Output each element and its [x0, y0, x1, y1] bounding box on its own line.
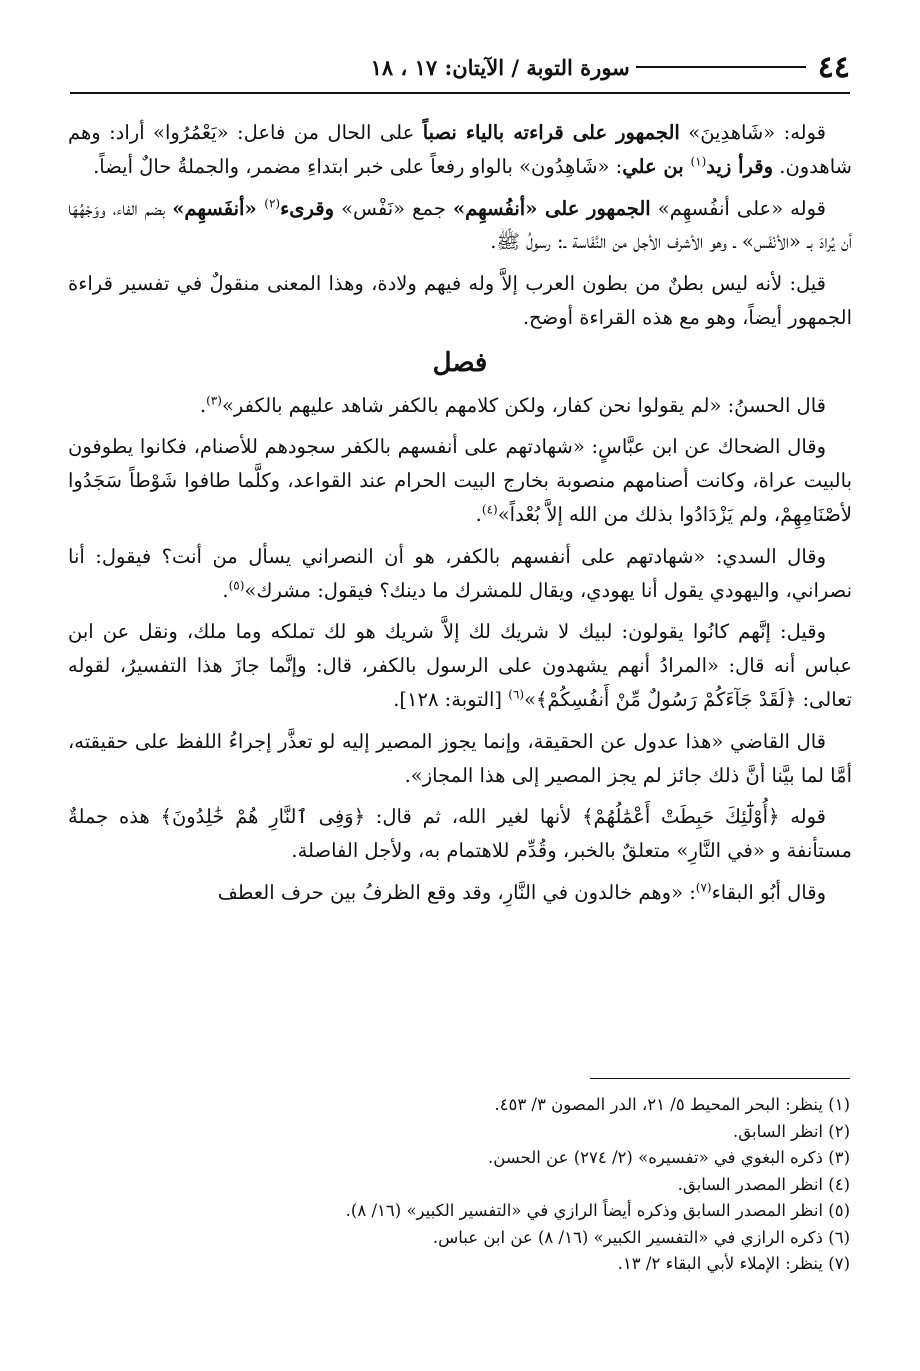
footnote: (٧) ينظر: الإملاء لأبي البقاء ٢/ ١٣. — [617, 1254, 850, 1273]
paragraph — [68, 267, 852, 335]
paragraph — [68, 876, 852, 910]
footnote-ref: (١) — [690, 154, 707, 169]
intro-paragraphs — [68, 116, 852, 335]
text-run: وقال أبُو البقاء — [711, 880, 826, 904]
footnote-ref: (٤) — [481, 502, 498, 517]
text-run: : «شَاهِدُون» بالواو رفعاً على خبر ابتداءِ مضمر، والجملةُ حالٌ أيضاً. — [93, 154, 623, 178]
text-run: بضم الفاء، ووَجْهُهَا أن يُرادَ بـ «الأنْفَس» ـ وهو الأشرف الأجل من النَّفَاسة ـ: رسولُ ﷺ. — [68, 196, 852, 254]
header-dash — [636, 66, 806, 68]
section-paragraphs — [68, 389, 852, 910]
footnote-ref: (٦) — [508, 687, 525, 702]
text-run: وقال الضحاك عن ابن عبَّاسٍ: «شهادتهم على أنفسهم بالكفر سجودهم للأصنام، فكانوا يطوفون بالبيت عراة، وكانت أصنامهم منصوبة بخارج البيت الحرام عند القواعد، وكلَّما طافوا شَوْطاً سَجَدُوا لأصْنَامِهِمْ، ولم يَزْدَادُوا بذلك من الله إلاَّ بُعْداً» — [68, 435, 852, 526]
text-run: قال الحسنُ: «لم يقولوا نحن كفار، ولكن كلامهم بالكفر شاهد عليهم بالكفر» — [221, 393, 826, 417]
footnote-ref: (٢) — [264, 196, 281, 211]
footnote-ref: (٥) — [228, 578, 245, 593]
text-run: وقيل: إنَّهم كانُوا يقولون: لبيك لا شريك لك إلاَّ شريك هو لك تملكه وما ملك، ونقل عن ابن عباس أنه قال: «المرادُ أنهم يشهدون على الرسول بالكفر، قال: وإنَّما جازَ هذا التفسيرُ، لقوله تعالى: ﴿لَقَدْ جَآءَكُمْ رَسُولٌ مِّنْ أَنفُسِكُمْ﴾» — [68, 620, 852, 711]
text-run: قال القاضي «هذا عدول عن الحقيقة، وإنما يجوز المصير إليه لو تعذَّر إجراءُ اللفظ على حقيقته، أمَّا لما بيَّنا أنَّ ذلك جائز لم يجز المصير إلى هذا المجاز». — [68, 729, 852, 787]
footnote: (١) ينظر: البحر المحيط ٥/ ٢١، الدر المصون ٣/ ٤٥٣. — [494, 1095, 850, 1114]
bold-text: الجمهور على قراءته بالياء نصباً — [422, 121, 680, 144]
paragraph — [68, 192, 852, 260]
text-run: قوله ﴿أُوْلَٰٓئِكَ حَبِطَتْ أَعْمَٰلُهُمْ﴾ لأنها لغير الله، ثم قال: ﴿وَفِى ٱلنَّارِ هُمْ خَٰلِدُونَ﴾ هذه جملةٌ مستأنفة و «في النَّارِ» متعلقٌ بالخبر، وقُدِّم للاهتمام به، ولأجل الفاصلة. — [68, 805, 852, 863]
text-run: . — [222, 578, 229, 602]
text-run: على الحال من فاعل: «يَعْمُرُوا» أراد: وهم شاهدون. — [68, 121, 852, 178]
bold-text: «أنفَسهِم» — [172, 196, 265, 220]
footnote: (٦) ذكره الرازي في «التفسير الكبير» (١٦/ ٨) عن ابن عباس. — [432, 1227, 850, 1247]
running-title: سورة التوبة / الآيتان: ١٧ ، ١٨ — [370, 54, 630, 80]
bold-text: وقرىء — [280, 196, 335, 220]
text-run: قيل: لأنه ليس بطنٌ من بطون العرب إلاَّ وله فيهم ولادة، وهذا المعنى منقولٌ في تفسير قراءة الجمهور أيضاً، وهو مع هذه القراءة أوضح. — [68, 272, 852, 329]
footnote: (٢) انظر السابق. — [732, 1121, 850, 1141]
paragraph — [68, 430, 852, 531]
text-run: . — [199, 393, 207, 417]
text-run: : «وهم خالدون في النَّارِ، وقد وقع الظرفُ بين حرف العطف — [217, 880, 696, 904]
text-run: قوله «على أنفُسهِم» — [650, 196, 826, 220]
paragraph — [68, 116, 852, 184]
bold-text: وقرأ زيد — [706, 154, 774, 178]
text-run: وقال السدي: «شهادتهم على أنفسهم بالكفر، هو أن النصراني يسأل من أنت؟ فيقول: أنا نصراني، واليهودي يقول أنا يهودي، ويقال للمشرك ما دينك؟ فيقول: مشرك» — [68, 544, 852, 602]
paragraph — [68, 389, 852, 423]
footnote: (٤) انظر المصدر السابق. — [677, 1174, 850, 1194]
paragraph — [68, 615, 852, 716]
footnote: (٣) ذكره البغوي في «تفسيره» (٢/ ٢٧٤) عن الحسن. — [488, 1148, 850, 1167]
paragraph — [68, 540, 852, 608]
text-run: جمع «نَفْس» — [334, 196, 453, 220]
footnote-ref: (٣) — [206, 393, 222, 408]
paragraph — [68, 800, 852, 868]
text-run: قوله: «شَاهدِينَ» — [679, 121, 826, 144]
main-text — [68, 116, 852, 918]
bold-text: بن علي — [622, 154, 691, 178]
paragraph — [68, 725, 852, 793]
footnotes — [70, 1092, 850, 1278]
page-number: ٤٤ — [817, 49, 850, 85]
section-title: فصل — [432, 347, 488, 378]
footnote-ref: (٧) — [695, 880, 712, 895]
page-header — [70, 42, 850, 94]
bold-text: الجمهور على «أنفُسهِم» — [452, 196, 651, 220]
footnote-separator — [590, 1078, 850, 1079]
text-run: . — [475, 502, 482, 526]
text-run: [التوبة: ١٢٨]. — [393, 687, 509, 711]
footnote: (٥) انظر المصدر السابق وذكره أيضاً الرازي في «التفسير الكبير» (١٦/ ٨). — [345, 1201, 850, 1220]
